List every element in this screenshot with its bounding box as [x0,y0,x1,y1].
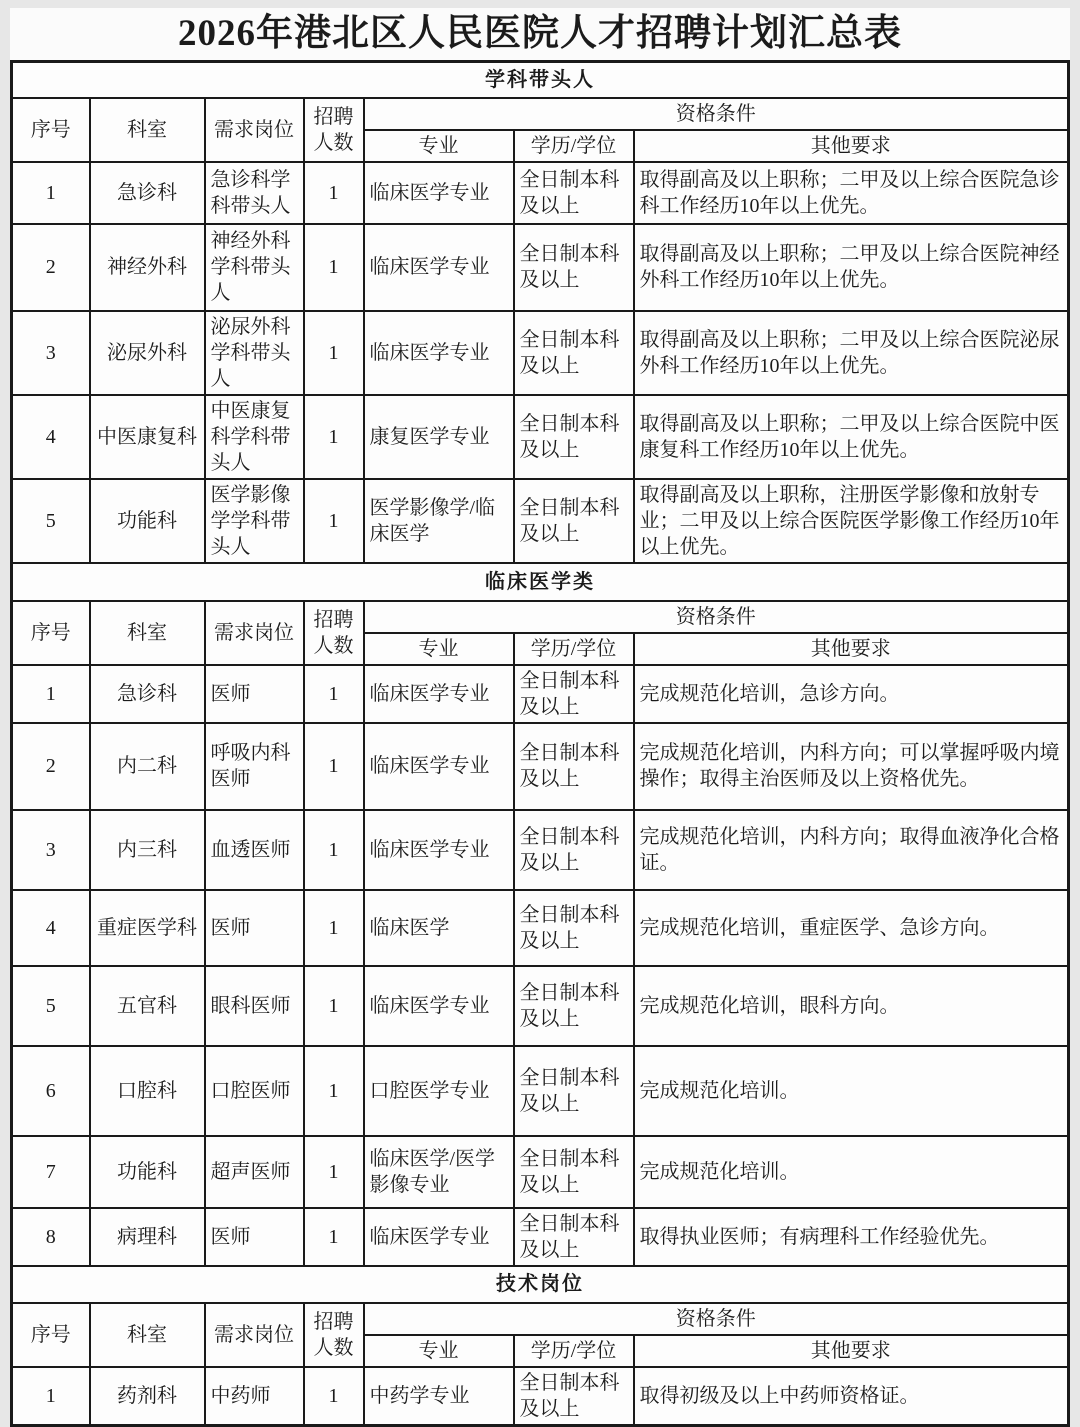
cell-count: 1 [304,395,364,479]
cell-post: 泌尿外科学科带头人 [205,311,304,395]
table-row [12,1367,1069,1426]
section-band-row [12,1266,1069,1303]
cell-no: 3 [12,810,90,890]
header-row-1 [12,1303,1069,1335]
cell-degree: 全日制本科及以上 [514,479,634,563]
table-row [12,890,1069,966]
cell-no: 8 [12,1208,90,1266]
cell-major: 临床医学专业 [364,1208,514,1266]
cell-post: 眼科医师 [205,966,304,1046]
cell-no: 3 [12,311,90,395]
cell-count: 1 [304,1208,364,1266]
cell-dept: 急诊科 [90,162,205,224]
cell-dept: 病理科 [90,1208,205,1266]
cell-count: 1 [304,1367,364,1426]
cell-other: 取得副高及以上职称；二甲及以上综合医院神经外科工作经历10年以上优先。 [634,224,1069,311]
col-header-major: 专业 [364,633,514,665]
cell-other: 完成规范化培训，内科方向；可以掌握呼吸内境操作；取得主治医师及以上资格优先。 [634,723,1069,810]
col-header-qualification: 资格条件 [364,601,1069,633]
cell-major: 临床医学专业 [364,723,514,810]
col-header-other: 其他要求 [634,130,1069,162]
cell-dept: 重症医学科 [90,890,205,966]
cell-major: 临床医学专业 [364,311,514,395]
col-header-dept: 科室 [90,98,205,162]
col-header-count: 招聘人数 [304,601,364,665]
col-header-count: 招聘人数 [304,98,364,162]
cell-post: 血透医师 [205,810,304,890]
cell-no: 4 [12,890,90,966]
cell-dept: 药剂科 [90,1367,205,1426]
cell-other: 完成规范化培训。 [634,1136,1069,1208]
cell-degree: 全日制本科及以上 [514,1136,634,1208]
cell-other: 取得执业医师；有病理科工作经验优先。 [634,1208,1069,1266]
col-header-post: 需求岗位 [205,1303,304,1367]
cell-degree: 全日制本科及以上 [514,224,634,311]
cell-dept: 口腔科 [90,1046,205,1136]
table-row [12,665,1069,723]
cell-dept: 泌尿外科 [90,311,205,395]
document-title: 2026年港北区人民医院人才招聘计划汇总表 [178,13,902,54]
cell-no: 1 [12,162,90,224]
col-header-other: 其他要求 [634,633,1069,665]
cell-major: 临床医学 [364,890,514,966]
cell-no: 2 [12,224,90,311]
table-row [12,395,1069,479]
header-row-1 [12,601,1069,633]
table-row [12,1046,1069,1136]
cell-count: 1 [304,810,364,890]
cell-other: 完成规范化培训。 [634,1046,1069,1136]
section-band-row [12,563,1069,601]
cell-count: 1 [304,1136,364,1208]
cell-other: 完成规范化培训，重症医学、急诊方向。 [634,890,1069,966]
document-page [10,8,1070,1420]
cell-count: 1 [304,723,364,810]
cell-major: 临床医学专业 [364,665,514,723]
cell-degree: 全日制本科及以上 [514,966,634,1046]
cell-other: 完成规范化培训，眼科方向。 [634,966,1069,1046]
cell-count: 1 [304,311,364,395]
cell-post: 口腔医师 [205,1046,304,1136]
cell-no: 7 [12,1136,90,1208]
col-header-no: 序号 [12,601,90,665]
table-row [12,311,1069,395]
cell-no: 6 [12,1046,90,1136]
col-header-degree: 学历/学位 [514,1335,634,1367]
section-title: 临床医学类 [12,563,1069,601]
col-header-degree: 学历/学位 [514,633,634,665]
col-header-major: 专业 [364,1335,514,1367]
col-header-qualification: 资格条件 [364,98,1069,130]
col-header-other: 其他要求 [634,1335,1069,1367]
cell-degree: 全日制本科及以上 [514,1208,634,1266]
table-row [12,966,1069,1046]
cell-major: 临床医学专业 [364,966,514,1046]
cell-degree: 全日制本科及以上 [514,810,634,890]
cell-degree: 全日制本科及以上 [514,1046,634,1136]
cell-post: 神经外科学科带头人 [205,224,304,311]
cell-post: 急诊科学科带头人 [205,162,304,224]
table-row [12,224,1069,311]
cell-major: 康复医学专业 [364,395,514,479]
cell-major: 口腔医学专业 [364,1046,514,1136]
cell-degree: 全日制本科及以上 [514,723,634,810]
cell-count: 1 [304,224,364,311]
cell-count: 1 [304,479,364,563]
cell-degree: 全日制本科及以上 [514,1367,634,1426]
cell-dept: 功能科 [90,479,205,563]
cell-no: 1 [12,1367,90,1426]
col-header-count: 招聘人数 [304,1303,364,1367]
cell-count: 1 [304,890,364,966]
cell-other: 取得副高及以上职称，注册医学影像和放射专业；二甲及以上综合医院医学影像工作经历10年以上优先。 [634,479,1069,563]
cell-post: 超声医师 [205,1136,304,1208]
cell-no: 5 [12,479,90,563]
cell-no: 4 [12,395,90,479]
cell-post: 呼吸内科医师 [205,723,304,810]
col-header-post: 需求岗位 [205,98,304,162]
cell-degree: 全日制本科及以上 [514,395,634,479]
cell-dept: 神经外科 [90,224,205,311]
table-row [12,162,1069,224]
cell-post: 医师 [205,665,304,723]
cell-count: 1 [304,665,364,723]
col-header-dept: 科室 [90,601,205,665]
cell-degree: 全日制本科及以上 [514,890,634,966]
cell-other: 取得初级及以上中药师资格证。 [634,1367,1069,1426]
col-header-qualification: 资格条件 [364,1303,1069,1335]
cell-count: 1 [304,162,364,224]
cell-post: 中药师 [205,1367,304,1426]
col-header-post: 需求岗位 [205,601,304,665]
table-row [12,1136,1069,1208]
cell-post: 中医康复科学科带头人 [205,395,304,479]
cell-dept: 内三科 [90,810,205,890]
cell-no: 1 [12,665,90,723]
section-band-row [12,62,1069,98]
cell-dept: 五官科 [90,966,205,1046]
table-row [12,723,1069,810]
header-row-1 [12,98,1069,130]
cell-other: 完成规范化培训，内科方向；取得血液净化合格证。 [634,810,1069,890]
cell-count: 1 [304,1046,364,1136]
cell-degree: 全日制本科及以上 [514,311,634,395]
cell-degree: 全日制本科及以上 [514,162,634,224]
cell-post: 医师 [205,1208,304,1266]
table-row [12,479,1069,563]
cell-major: 临床医学/医学影像专业 [364,1136,514,1208]
cell-other: 取得副高及以上职称；二甲及以上综合医院泌尿外科工作经历10年以上优先。 [634,311,1069,395]
cell-other: 取得副高及以上职称；二甲及以上综合医院中医康复科工作经历10年以上优先。 [634,395,1069,479]
cell-dept: 中医康复科 [90,395,205,479]
cell-other: 完成规范化培训，急诊方向。 [634,665,1069,723]
col-header-no: 序号 [12,98,90,162]
cell-dept: 急诊科 [90,665,205,723]
table-row [12,810,1069,890]
cell-dept: 内二科 [90,723,205,810]
section-title: 学科带头人 [12,62,1069,98]
table-row [12,1208,1069,1266]
cell-major: 临床医学专业 [364,224,514,311]
cell-major: 临床医学专业 [364,810,514,890]
cell-major: 中药学专业 [364,1367,514,1426]
cell-count: 1 [304,966,364,1046]
col-header-degree: 学历/学位 [514,130,634,162]
cell-degree: 全日制本科及以上 [514,665,634,723]
section-title: 技术岗位 [12,1266,1069,1303]
col-header-no: 序号 [12,1303,90,1367]
col-header-dept: 科室 [90,1303,205,1367]
cell-post: 医学影像学学科带头人 [205,479,304,563]
recruitment-table [10,60,1070,1427]
cell-major: 医学影像学/临床医学 [364,479,514,563]
cell-other: 取得副高及以上职称；二甲及以上综合医院急诊科工作经历10年以上优先。 [634,162,1069,224]
cell-major: 临床医学专业 [364,162,514,224]
col-header-major: 专业 [364,130,514,162]
cell-post: 医师 [205,890,304,966]
cell-no: 2 [12,723,90,810]
cell-dept: 功能科 [90,1136,205,1208]
cell-no: 5 [12,966,90,1046]
